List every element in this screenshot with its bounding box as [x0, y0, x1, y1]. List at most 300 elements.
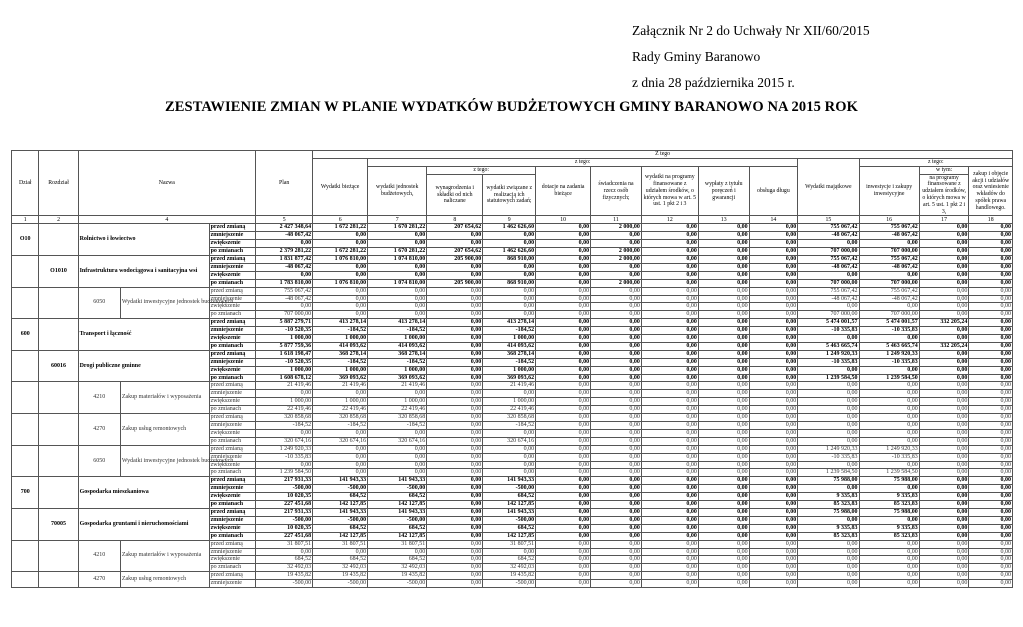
amount-cell: 0,00 [969, 232, 1013, 240]
amount-cell: 85 323,83 [859, 532, 919, 540]
amount-cell: 0,00 [313, 469, 368, 477]
amount-cell: 22 419,46 [313, 406, 368, 414]
amount-cell: 0,00 [536, 437, 591, 445]
amount-cell: 0,00 [427, 342, 483, 350]
amount-cell: 0,00 [859, 485, 919, 493]
amount-cell: 0,00 [427, 358, 483, 366]
amount-cell: 0,00 [749, 382, 798, 390]
amount-cell: 1 672 281,22 [313, 224, 368, 232]
amount-cell: -10 335,83 [256, 453, 313, 461]
amount-cell: 0,00 [483, 453, 536, 461]
table-header [12, 151, 1013, 224]
amount-cell: 0,00 [591, 342, 642, 350]
amount-cell: 0,00 [641, 232, 698, 240]
amount-cell: 0,00 [483, 240, 536, 248]
amount-cell: 0,00 [698, 255, 749, 263]
amount-cell: 0,00 [536, 422, 591, 430]
amount-cell: 0,00 [427, 382, 483, 390]
amount-cell: 684,52 [368, 524, 427, 532]
amount-cell: 0,00 [313, 263, 368, 271]
amount-cell: 0,00 [427, 556, 483, 564]
document-title: ZESTAWIENIE ZMIAN W PLANIE WYDATKÓW BUDŻETOWYCH GMINY BARANOWO NA 2015 ROK [164, 99, 859, 115]
amount-cell: 19 435,82 [256, 572, 313, 580]
amount-cell: 0,00 [698, 540, 749, 548]
column-number: 6 [313, 216, 368, 224]
amount-cell: 21 419,46 [313, 382, 368, 390]
amount-cell: 0,00 [641, 366, 698, 374]
nazwa-cell: Drogi publiczne gminne [78, 350, 209, 382]
amount-cell: 0,00 [969, 461, 1013, 469]
amount-cell: 0,00 [536, 477, 591, 485]
amount-cell: 0,00 [919, 540, 969, 548]
amount-cell: 0,00 [919, 327, 969, 335]
amount-cell: 0,00 [969, 366, 1013, 374]
paragraf-cell: 4210 [78, 382, 120, 414]
amount-cell: 0,00 [919, 350, 969, 358]
amount-cell: 0,00 [859, 271, 919, 279]
rozdzial-cell [39, 224, 78, 256]
amount-cell: 0,00 [427, 422, 483, 430]
change-type-label: przed zmianą [209, 350, 256, 358]
amount-cell: 0,00 [698, 437, 749, 445]
amount-cell: 0,00 [427, 414, 483, 422]
amount-cell: 0,00 [919, 271, 969, 279]
amount-cell: 0,00 [749, 263, 798, 271]
amount-cell: 31 807,51 [313, 540, 368, 548]
amount-cell: 1 239 584,50 [798, 374, 859, 382]
amount-cell: 0,00 [698, 374, 749, 382]
amount-cell: 1 239 584,50 [256, 469, 313, 477]
amount-cell: 1 462 626,60 [483, 248, 536, 256]
amount-cell: 0,00 [919, 224, 969, 232]
amount-cell: 0,00 [919, 580, 969, 588]
amount-cell: 0,00 [591, 398, 642, 406]
amount-cell: 0,00 [641, 461, 698, 469]
amount-cell: 141 943,33 [483, 477, 536, 485]
column-number: 7 [368, 216, 427, 224]
amount-cell: 1 831 877,42 [256, 255, 313, 263]
amount-cell: 0,00 [859, 564, 919, 572]
amount-cell: 755 067,42 [859, 287, 919, 295]
amount-cell: 0,00 [256, 303, 313, 311]
amount-cell: 0,00 [969, 556, 1013, 564]
amount-cell: 0,00 [641, 382, 698, 390]
amount-cell: 0,00 [698, 501, 749, 509]
amount-cell: 0,00 [483, 429, 536, 437]
amount-cell: 0,00 [919, 437, 969, 445]
amount-cell: 0,00 [591, 461, 642, 469]
nazwa-cell: Gospodarka gruntami i nieruchomościami [78, 508, 209, 540]
amount-cell: 0,00 [919, 335, 969, 343]
attachment-line-1: Załącznik Nr 2 do Uchwały Nr XII/60/2015 [632, 23, 870, 38]
amount-cell: 0,00 [919, 279, 969, 287]
amount-cell: 0,00 [536, 342, 591, 350]
amount-cell: 369 093,62 [483, 374, 536, 382]
column-number: 4 [78, 216, 256, 224]
amount-cell: 21 419,46 [256, 382, 313, 390]
amount-cell: 0,00 [368, 429, 427, 437]
col-plan: Plan [256, 151, 313, 216]
amount-cell: 10 020,35 [256, 524, 313, 532]
amount-cell: 0,00 [256, 461, 313, 469]
amount-cell: 0,00 [591, 453, 642, 461]
amount-cell: 0,00 [798, 382, 859, 390]
amount-cell: 0,00 [427, 477, 483, 485]
amount-cell: 0,00 [427, 532, 483, 540]
column-number: 12 [641, 216, 698, 224]
change-type-label: zmniejszenie [209, 580, 256, 588]
amount-cell: 1 783 810,00 [256, 279, 313, 287]
amount-cell: -48 067,42 [859, 232, 919, 240]
amount-cell: -10 335,83 [798, 327, 859, 335]
amount-cell: 0,00 [798, 366, 859, 374]
amount-cell: 141 943,33 [313, 477, 368, 485]
amount-cell: 0,00 [919, 524, 969, 532]
amount-cell: 0,00 [698, 327, 749, 335]
change-type-label: zwiększenie [209, 461, 256, 469]
amount-cell: 0,00 [969, 390, 1013, 398]
amount-cell: 0,00 [427, 493, 483, 501]
attachment-header [632, 18, 1012, 96]
amount-cell: 0,00 [427, 580, 483, 588]
amount-cell: -500,00 [483, 485, 536, 493]
amount-cell: 0,00 [641, 374, 698, 382]
amount-cell: -500,00 [483, 516, 536, 524]
amount-cell: 0,00 [969, 319, 1013, 327]
amount-cell: 0,00 [256, 240, 313, 248]
amount-cell: 0,00 [798, 548, 859, 556]
amount-cell: 0,00 [591, 508, 642, 516]
amount-cell: 0,00 [698, 469, 749, 477]
amount-cell: 0,00 [969, 414, 1013, 422]
amount-cell: 5 463 665,74 [798, 342, 859, 350]
amount-cell: 0,00 [798, 271, 859, 279]
amount-cell: 0,00 [641, 580, 698, 588]
amount-cell: 0,00 [591, 485, 642, 493]
amount-cell: 1 000,00 [256, 335, 313, 343]
amount-cell: 142 127,85 [368, 501, 427, 509]
amount-cell: 0,00 [969, 572, 1013, 580]
rozdzial-cell: 60016 [39, 350, 78, 382]
amount-cell: 0,00 [859, 437, 919, 445]
amount-cell: 0,00 [698, 240, 749, 248]
amount-cell: 0,00 [698, 311, 749, 319]
amount-cell: 0,00 [536, 524, 591, 532]
amount-cell: 0,00 [591, 572, 642, 580]
amount-cell: 0,00 [859, 398, 919, 406]
amount-cell: -184,52 [313, 327, 368, 335]
table-row [12, 572, 1013, 580]
nazwa-cell: Zakup usług remontowych [120, 414, 209, 446]
amount-cell: 0,00 [591, 327, 642, 335]
amount-cell: 0,00 [313, 390, 368, 398]
amount-cell: 0,00 [919, 508, 969, 516]
amount-cell: 0,00 [919, 263, 969, 271]
amount-cell: 227 451,68 [256, 532, 313, 540]
amount-cell: 0,00 [427, 350, 483, 358]
change-type-label: zmniejszenie [209, 422, 256, 430]
amount-cell: 707 000,00 [256, 311, 313, 319]
amount-cell: 0,00 [641, 224, 698, 232]
amount-cell: 0,00 [427, 240, 483, 248]
amount-cell: 0,00 [859, 540, 919, 548]
amount-cell: 0,00 [698, 477, 749, 485]
amount-cell: 0,00 [536, 461, 591, 469]
amount-cell: 0,00 [591, 374, 642, 382]
change-type-label: zwiększenie [209, 398, 256, 406]
amount-cell: 0,00 [919, 414, 969, 422]
amount-cell: 5 474 001,57 [859, 319, 919, 327]
change-type-label: zmniejszenie [209, 390, 256, 398]
amount-cell: 207 654,62 [427, 248, 483, 256]
table-row [12, 477, 1013, 485]
amount-cell: 0,00 [919, 240, 969, 248]
column-number: 13 [698, 216, 749, 224]
amount-cell: 0,00 [919, 501, 969, 509]
amount-cell: 0,00 [698, 461, 749, 469]
amount-cell: -48 067,42 [859, 295, 919, 303]
amount-cell: 217 931,33 [256, 477, 313, 485]
amount-cell: 0,00 [641, 248, 698, 256]
amount-cell: 2 000,00 [591, 248, 642, 256]
amount-cell: 0,00 [749, 508, 798, 516]
amount-cell: 0,00 [591, 390, 642, 398]
amount-cell: 320 674,16 [368, 437, 427, 445]
amount-cell: 0,00 [969, 580, 1013, 588]
dzial-cell [12, 255, 39, 287]
rozdzial-cell [39, 572, 78, 588]
amount-cell: 0,00 [919, 366, 969, 374]
amount-cell: 142 127,85 [313, 501, 368, 509]
change-type-label: zmniejszenie [209, 327, 256, 335]
amount-cell: 0,00 [641, 572, 698, 580]
amount-cell: 0,00 [698, 548, 749, 556]
nazwa-cell: Wydatki inwestycyjne jednostek budżetowych [120, 445, 209, 477]
amount-cell: 0,00 [368, 287, 427, 295]
amount-cell: 0,00 [969, 255, 1013, 263]
col-obsluga: obsługa długu [749, 166, 798, 216]
amount-cell: 0,00 [859, 406, 919, 414]
amount-cell: 0,00 [591, 271, 642, 279]
amount-cell: 0,00 [798, 572, 859, 580]
rozdzial-cell: O1010 [39, 255, 78, 287]
column-number: 8 [427, 216, 483, 224]
amount-cell: 707 000,00 [798, 279, 859, 287]
nazwa-cell: Zakup materiałów i wyposażenia [120, 540, 209, 572]
amount-cell: 0,00 [427, 508, 483, 516]
amount-cell: 0,00 [969, 406, 1013, 414]
amount-cell: 0,00 [641, 548, 698, 556]
amount-cell: 1 239 584,50 [859, 469, 919, 477]
amount-cell: 0,00 [749, 358, 798, 366]
amount-cell: 0,00 [919, 493, 969, 501]
amount-cell: 0,00 [427, 271, 483, 279]
amount-cell: 227 451,68 [256, 501, 313, 509]
amount-cell: 0,00 [641, 335, 698, 343]
amount-cell: 0,00 [969, 358, 1013, 366]
dzial-cell [12, 445, 39, 477]
amount-cell: 0,00 [698, 429, 749, 437]
amount-cell: 0,00 [698, 342, 749, 350]
amount-cell: 0,00 [536, 414, 591, 422]
amount-cell: 0,00 [749, 232, 798, 240]
amount-cell: 0,00 [969, 398, 1013, 406]
amount-cell: -500,00 [313, 516, 368, 524]
amount-cell: -48 067,42 [256, 263, 313, 271]
col-z-tego-jednostek: z tego: [427, 166, 536, 174]
table-row [12, 350, 1013, 358]
amount-cell: 0,00 [749, 327, 798, 335]
amount-cell: 19 435,82 [483, 572, 536, 580]
amount-cell: 0,00 [591, 382, 642, 390]
amount-cell: 1 249 920,33 [256, 445, 313, 453]
amount-cell: 0,00 [749, 279, 798, 287]
amount-cell: 0,00 [698, 279, 749, 287]
amount-cell: 0,00 [641, 516, 698, 524]
amount-cell: 0,00 [536, 516, 591, 524]
amount-cell: 142 127,85 [368, 532, 427, 540]
col-z-tego-majatkowe: z tego: [859, 158, 1013, 166]
amount-cell: 0,00 [427, 461, 483, 469]
amount-cell: 0,00 [427, 287, 483, 295]
amount-cell: 1 000,00 [483, 398, 536, 406]
amount-cell: 0,00 [969, 311, 1013, 319]
amount-cell: 0,00 [641, 287, 698, 295]
amount-cell: 0,00 [536, 279, 591, 287]
amount-cell: -10 335,83 [798, 358, 859, 366]
change-type-label: zmniejszenie [209, 358, 256, 366]
amount-cell: 0,00 [641, 311, 698, 319]
amount-cell: 0,00 [798, 540, 859, 548]
col-z-tego-biezace: z tego: [368, 158, 798, 166]
amount-cell: 0,00 [536, 358, 591, 366]
amount-cell: 0,00 [641, 358, 698, 366]
amount-cell: 0,00 [798, 390, 859, 398]
amount-cell: 0,00 [749, 342, 798, 350]
amount-cell: 707 000,00 [859, 311, 919, 319]
change-type-label: przed zmianą [209, 287, 256, 295]
amount-cell: 0,00 [536, 374, 591, 382]
amount-cell: 0,00 [368, 311, 427, 319]
amount-cell: 0,00 [798, 303, 859, 311]
amount-cell: 0,00 [313, 271, 368, 279]
amount-cell: 413 278,14 [368, 319, 427, 327]
change-type-label: zmniejszenie [209, 485, 256, 493]
amount-cell: 0,00 [641, 540, 698, 548]
amount-cell: 0,00 [749, 437, 798, 445]
amount-cell: 0,00 [427, 437, 483, 445]
amount-cell: 0,00 [641, 271, 698, 279]
amount-cell: 0,00 [919, 390, 969, 398]
amount-cell: 0,00 [749, 429, 798, 437]
amount-cell: 0,00 [483, 263, 536, 271]
amount-cell: 0,00 [969, 501, 1013, 509]
rozdzial-cell [39, 477, 78, 509]
amount-cell: 0,00 [749, 493, 798, 501]
amount-cell: 0,00 [749, 303, 798, 311]
amount-cell: 0,00 [536, 453, 591, 461]
amount-cell: 0,00 [591, 548, 642, 556]
amount-cell: 0,00 [536, 540, 591, 548]
amount-cell: 0,00 [749, 240, 798, 248]
amount-cell: 0,00 [591, 358, 642, 366]
amount-cell: 141 943,33 [368, 508, 427, 516]
amount-cell: 0,00 [641, 437, 698, 445]
amount-cell: 0,00 [969, 263, 1013, 271]
amount-cell: 755 067,42 [256, 287, 313, 295]
table-row [12, 255, 1013, 263]
amount-cell: 205 900,00 [427, 279, 483, 287]
amount-cell: 0,00 [536, 390, 591, 398]
col-w-tym: w tym: [919, 166, 969, 174]
col-dotacje: dotacje na zadania bieżące [536, 166, 591, 216]
amount-cell: 0,00 [698, 406, 749, 414]
amount-cell: 0,00 [749, 414, 798, 422]
rozdzial-cell [39, 319, 78, 351]
amount-cell: 0,00 [591, 556, 642, 564]
amount-cell: 31 807,51 [256, 540, 313, 548]
amount-cell: 0,00 [798, 437, 859, 445]
table-row [12, 224, 1013, 232]
amount-cell: 0,00 [969, 422, 1013, 430]
rozdzial-cell [39, 382, 78, 414]
amount-cell: -10 520,35 [256, 327, 313, 335]
amount-cell: 1 608 678,12 [256, 374, 313, 382]
amount-cell: 0,00 [749, 572, 798, 580]
amount-cell: 1 074 810,00 [368, 279, 427, 287]
dzial-cell: O10 [12, 224, 39, 256]
column-number: 14 [749, 216, 798, 224]
amount-cell: 19 435,82 [368, 572, 427, 580]
amount-cell: 0,00 [919, 516, 969, 524]
amount-cell: 0,00 [591, 580, 642, 588]
amount-cell: 0,00 [536, 406, 591, 414]
amount-cell: 0,00 [536, 508, 591, 516]
change-type-label: zmniejszenie [209, 232, 256, 240]
amount-cell: 2 000,00 [591, 224, 642, 232]
amount-cell: 141 943,33 [483, 508, 536, 516]
column-number: 5 [256, 216, 313, 224]
amount-cell: 0,00 [313, 240, 368, 248]
amount-cell: 0,00 [483, 232, 536, 240]
amount-cell: -500,00 [313, 580, 368, 588]
amount-cell: 0,00 [749, 461, 798, 469]
amount-cell: 0,00 [859, 303, 919, 311]
change-type-label: po zmianach [209, 311, 256, 319]
amount-cell: 0,00 [969, 508, 1013, 516]
amount-cell: 0,00 [591, 477, 642, 485]
amount-cell: 0,00 [313, 287, 368, 295]
amount-cell: 0,00 [483, 295, 536, 303]
amount-cell: 0,00 [969, 493, 1013, 501]
amount-cell: 868 910,00 [483, 255, 536, 263]
amount-cell: 0,00 [798, 240, 859, 248]
amount-cell: 0,00 [859, 414, 919, 422]
col-na-programy: na programy finansowane z udziałem środków, o których mowa w art. 5 ust. 1 pkt 2 i 3, [919, 174, 969, 216]
amount-cell: 684,52 [483, 493, 536, 501]
amount-cell: 0,00 [859, 422, 919, 430]
amount-cell: 0,00 [919, 572, 969, 580]
amount-cell: 332 205,24 [919, 319, 969, 327]
amount-cell: 0,00 [591, 422, 642, 430]
amount-cell: 707 000,00 [798, 248, 859, 256]
table-row [12, 540, 1013, 548]
column-number: 17 [919, 216, 969, 224]
change-type-label: przed zmianą [209, 445, 256, 453]
amount-cell: 0,00 [698, 366, 749, 374]
column-number-row [12, 216, 1013, 224]
amount-cell: 0,00 [368, 271, 427, 279]
